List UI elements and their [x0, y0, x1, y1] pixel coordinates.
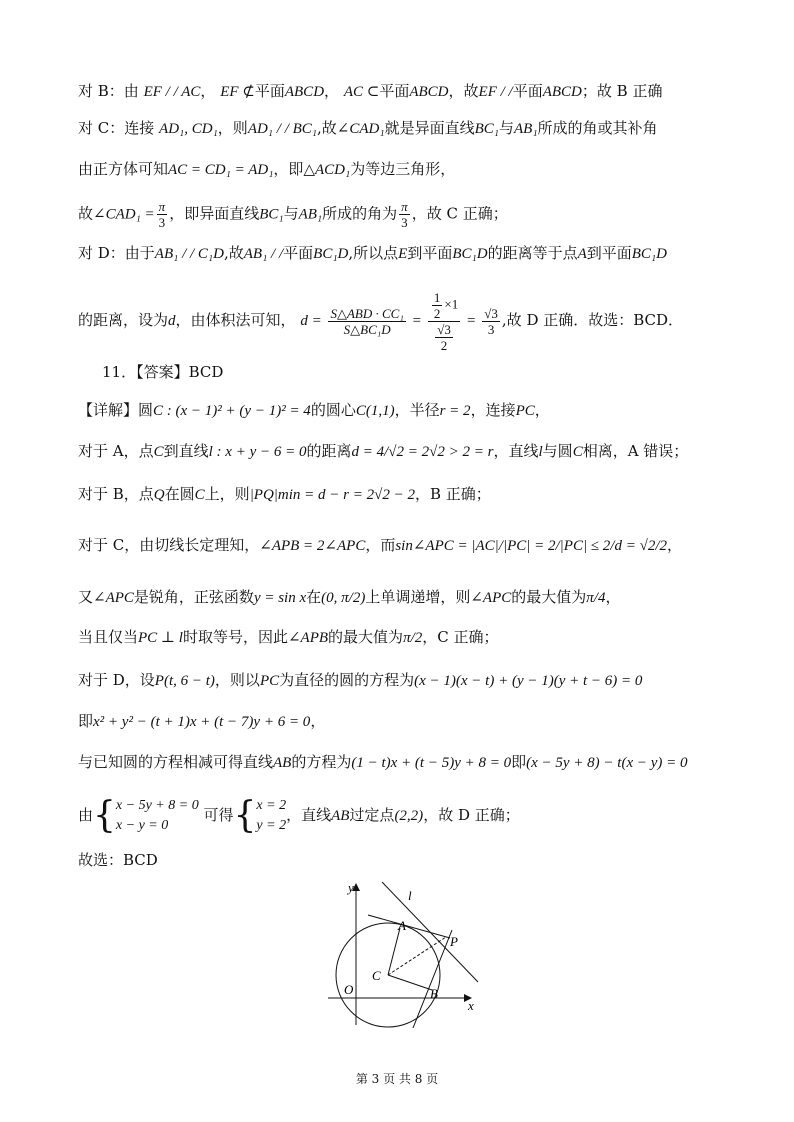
option-d-line-2: 的距离，设为d，由体积法可知， d = $\frac{\text{S△ABD · CC₁}}{\text{S△BC₁D}}$ = $\frac{1}{2}$ ×1 $\frac{√3}{2}$ = $\frac{√3}{3}$ ,故 D 正确．故选：BCD． — [78, 289, 684, 353]
text: 的最大值为 — [328, 628, 404, 646]
math: BC₁ — [259, 206, 284, 223]
math: BC₁D — [631, 246, 667, 262]
math: EF / / — [478, 84, 513, 100]
math: AB₁ / / — [243, 246, 284, 262]
numerator: π — [401, 199, 408, 214]
math: x² + y² − (t + 1)x + (t − 7)y + 6 = 0 — [93, 714, 311, 730]
system-1 — [116, 796, 199, 836]
sqrt3-over-2 — [435, 322, 453, 353]
q11-a-line — [78, 441, 688, 462]
text: 为等边三角形， — [350, 160, 456, 178]
text: 的最大值为 — [511, 588, 587, 606]
math: r = 2 — [439, 403, 471, 419]
math: π/2 — [403, 630, 423, 646]
math: AB₁ / / C₁D — [154, 246, 224, 262]
left-brace: { — [93, 795, 116, 836]
tangent-pb — [413, 930, 452, 1028]
left-brace: { — [233, 795, 257, 836]
text: ， — [534, 401, 550, 419]
math: d = 4/√2 = 2√2 > 2 = r — [351, 444, 494, 460]
text: ,故 — [223, 244, 244, 262]
text: 的方程为 — [291, 753, 352, 771]
math: BC₁D — [452, 246, 488, 262]
text: 所成的角为 — [322, 204, 398, 223]
math: PC ⊥ l — [138, 630, 183, 646]
math: (2,2) — [394, 808, 424, 824]
text: 在 — [306, 588, 322, 606]
math: y = sin x — [253, 590, 307, 606]
text: 过定点 — [349, 806, 395, 824]
math: l : x + y − 6 = 0 — [208, 444, 307, 460]
q11-heading: 11．【答案】BCD — [102, 363, 224, 381]
text: ,所以点 — [348, 244, 399, 262]
half — [432, 290, 443, 321]
math: E — [398, 246, 408, 262]
label-a: A — [398, 918, 406, 933]
text: ，即 — [273, 160, 304, 178]
text: 平面 — [379, 82, 410, 100]
text: 在圆 — [164, 485, 195, 503]
text: ， — [324, 82, 340, 100]
text: 对 D：由于 — [78, 244, 155, 262]
math: ∠CAD₁ — [336, 121, 385, 137]
math: P(t, 6 − t) — [154, 673, 215, 689]
text: ，直线 — [493, 442, 539, 460]
math: C(1,1) — [355, 403, 395, 419]
option-c-line-1 — [78, 118, 658, 139]
text: ，连接 — [470, 401, 516, 419]
math: ∠CAD₁ = — [93, 206, 155, 223]
text: 所成的角或其补角 — [537, 119, 658, 137]
text: ,故 D 正确．故选：BCD． — [501, 311, 684, 329]
text: 即 — [511, 753, 527, 771]
text: 的距离 — [306, 442, 352, 460]
text: 可得 — [203, 806, 234, 824]
math: APC — [105, 590, 134, 606]
math: AD₁ / / BC₁ — [247, 121, 317, 137]
denominator: 3 — [401, 215, 408, 230]
text: 即 — [78, 712, 94, 730]
equation: x − 5y + 8 = 0 — [115, 798, 199, 813]
text: 是锐角，正弦函数 — [133, 588, 254, 606]
text: 到平面 — [407, 244, 453, 262]
math: π/4 — [586, 590, 606, 606]
math: BC₁D — [313, 246, 349, 262]
text: ， — [605, 588, 621, 606]
system-2 — [256, 796, 286, 836]
denominator: 3 — [158, 215, 166, 230]
q11-final-line: 故选：BCD — [78, 851, 158, 869]
text: 相离，A 错误； — [582, 442, 689, 460]
text: 的距离等于点 — [487, 244, 578, 262]
math: PC — [515, 403, 535, 419]
result-fraction — [482, 306, 500, 337]
text: 的圆心 — [310, 401, 356, 419]
text: 到平面 — [586, 244, 632, 262]
text: 平面 — [283, 244, 314, 262]
math: C — [572, 444, 583, 460]
text: 平面 — [254, 82, 285, 100]
text: 与 — [498, 119, 514, 137]
denominator: 3 — [487, 321, 495, 337]
option-c-line-3 — [78, 199, 508, 230]
math: (x − 1)(x − t) + (y − 1)(y + t − 6) = 0 — [414, 673, 643, 689]
math: d = — [300, 313, 322, 329]
text: ， — [310, 712, 326, 730]
text: ；故 B 正确 — [581, 82, 663, 100]
two: 2 — [440, 337, 448, 353]
math: ABCD — [542, 84, 582, 100]
text: 的距离，设为 — [78, 311, 169, 329]
fraction-pi-3 — [157, 199, 168, 230]
segment-cb — [388, 975, 432, 990]
numerator — [428, 290, 460, 322]
equation: x − y = 0 — [115, 818, 169, 833]
math: l — [538, 444, 543, 460]
math: AC = CD₁ = AD₁ — [168, 162, 274, 178]
text: 由 — [78, 806, 94, 824]
text: 当且仅当 — [78, 628, 139, 646]
q11-d-line-4 — [78, 793, 520, 837]
sqrt3: √3 — [437, 321, 451, 337]
text: 为直径的圆的方程为 — [279, 671, 415, 689]
text: ,故 — [317, 119, 337, 137]
math: C : (x − 1)² + (y − 1)² = 4 — [153, 403, 311, 419]
text: ，故 D 正确； — [423, 806, 520, 824]
text: 故 — [78, 204, 94, 223]
math: C — [194, 487, 205, 503]
text: 对于 A，点 — [78, 442, 154, 460]
text: ，B 正确； — [415, 485, 491, 503]
option-c-line-2 — [78, 159, 455, 180]
math: AB₁ — [298, 206, 323, 223]
denominator — [428, 322, 460, 353]
q11-c-line-1 — [78, 535, 682, 556]
volume-fraction — [328, 306, 405, 337]
math: (0, π/2) — [321, 590, 366, 606]
text: ，即异面直线 — [169, 204, 260, 223]
text: ，故 C 正确； — [411, 204, 508, 223]
text: 对于 C，由切线长定理知， — [78, 536, 260, 554]
text: 与圆 — [542, 442, 573, 460]
label-o: O — [344, 982, 354, 997]
geometry-figure — [320, 880, 490, 1030]
numerator: π — [158, 199, 166, 214]
text: ，由体积法可知， — [175, 311, 296, 329]
math: AC ⊂ — [343, 84, 380, 100]
text: 与 — [283, 204, 299, 223]
label-y: y — [348, 880, 354, 895]
math: (1 − t)x + (t − 5)y + 8 = 0 — [351, 755, 512, 771]
text: ，则以 — [214, 671, 260, 689]
q11-d-line-3 — [78, 752, 688, 773]
label-l: l — [408, 888, 412, 903]
text: ，则 — [217, 119, 248, 137]
math: A — [577, 246, 587, 262]
math: BC₁ — [474, 121, 499, 137]
math: AB — [273, 755, 292, 771]
math: PC — [259, 673, 280, 689]
detail-label: 【详解】 — [78, 401, 139, 419]
equation: x = 2 — [256, 798, 287, 813]
text: 到直线 — [163, 442, 209, 460]
label-x: x — [468, 998, 474, 1013]
q11-detail-line — [78, 400, 550, 421]
text: ， — [200, 82, 216, 100]
math: C — [153, 444, 164, 460]
q11-d-line-1 — [78, 670, 642, 691]
label-b: B — [430, 986, 438, 1001]
text: 对于 D，设 — [78, 671, 155, 689]
q11-d-line-2 — [78, 711, 325, 732]
q11-c-line-3 — [78, 627, 499, 648]
math: d — [168, 313, 176, 329]
text: 上，则 — [204, 485, 250, 503]
math: AD₁, CD₁ — [159, 121, 218, 137]
text: ，直线 — [286, 806, 332, 824]
math: (x − 5y + 8) − t(x − y) = 0 — [526, 755, 688, 771]
option-b-line — [78, 81, 662, 102]
math: AB — [331, 808, 350, 824]
math: APB — [300, 630, 329, 646]
page-footer: 第 3 页 共 8 页 — [355, 1072, 439, 1086]
label-c: C — [372, 968, 381, 983]
text: 又∠ — [78, 588, 106, 606]
math: EF / / AC — [143, 84, 201, 100]
label-p: P — [450, 934, 458, 949]
text: ，半径 — [394, 401, 440, 419]
math: ABCD — [284, 84, 325, 100]
value-fraction — [428, 290, 460, 353]
math: APC — [482, 590, 512, 606]
text: 由正方体可知 — [78, 160, 169, 178]
half-num: 1 — [433, 289, 441, 305]
text: 与已知圆的方程相减可得直线 — [78, 753, 274, 771]
text: 上单调递增，则∠ — [365, 588, 483, 606]
text: ，故 — [448, 82, 479, 100]
text: 对于 B，点 — [78, 485, 154, 503]
text: ，C 正确； — [422, 628, 499, 646]
math: AB₁ — [514, 121, 538, 137]
math: |PQ|min = d − r = 2√2 − 2 — [249, 487, 415, 503]
math: ∠APB = 2∠APC — [259, 538, 366, 554]
math: △ACD₁ — [303, 162, 351, 178]
math: ABCD — [409, 84, 449, 100]
text: 时取等号，因此∠ — [182, 628, 301, 646]
numerator: √3 — [484, 305, 498, 321]
q11-b-line — [78, 484, 491, 505]
text: 对 C：连接 — [78, 119, 155, 137]
math: EF ⊄ — [220, 84, 255, 100]
text: ，而 — [365, 536, 396, 554]
half-den: 2 — [433, 305, 441, 321]
math: Q — [153, 487, 165, 503]
option-d-line-1 — [78, 243, 667, 264]
q11-c-line-2 — [78, 587, 620, 608]
numerator: S△ABD · CC₁ — [330, 305, 404, 321]
text: 平面 — [512, 82, 543, 100]
tangent-pa — [368, 915, 450, 938]
text: ， — [667, 536, 683, 554]
equation: y = 2 — [256, 818, 287, 833]
fraction-pi-3 — [399, 199, 410, 230]
math: sin∠APC = |AC|/|PC| = 2/|PC| ≤ 2/d = √2/2 — [395, 538, 667, 554]
text: 就是异面直线 — [384, 119, 475, 137]
times-one: ×1 — [444, 295, 459, 311]
denominator: S△BC₁D — [343, 321, 391, 337]
text: 圆 — [138, 401, 154, 419]
text: 对 B：由 — [78, 82, 139, 100]
